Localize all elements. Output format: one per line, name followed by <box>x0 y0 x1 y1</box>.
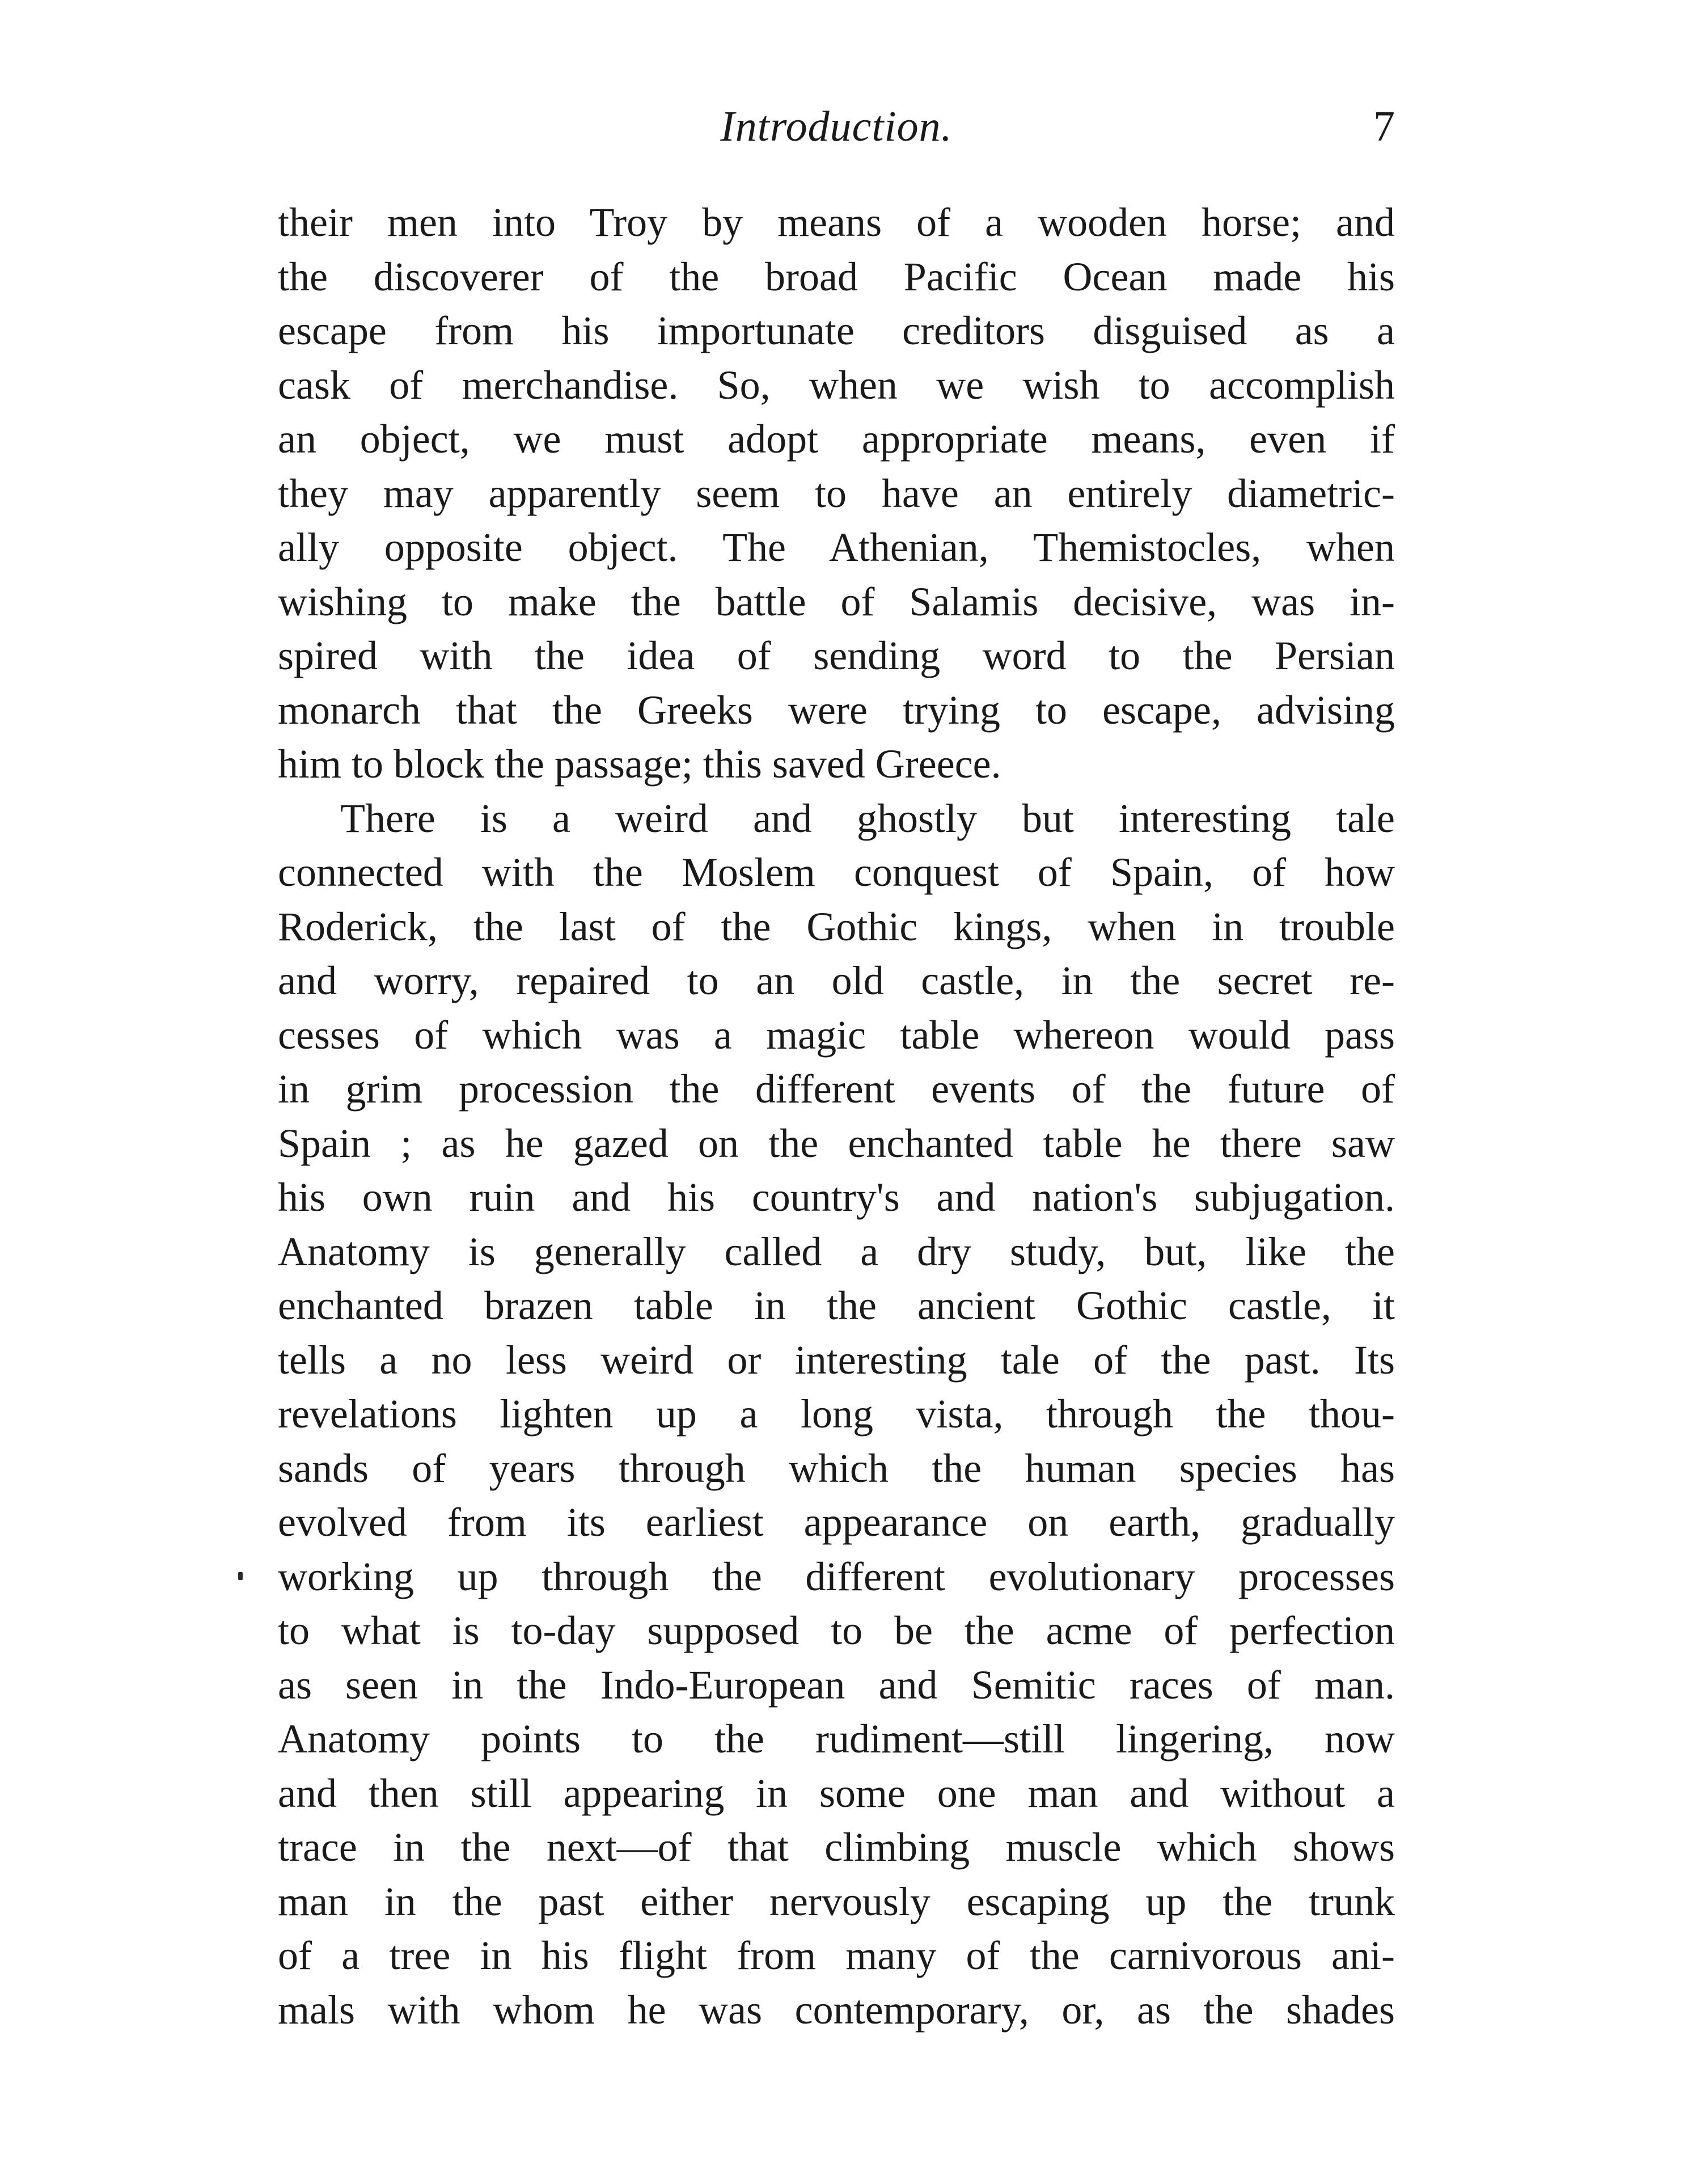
text-line: sands of years through which the human species has <box>278 1445 1395 1491</box>
text-line: his own ruin and his country's and nation's subjugation. <box>278 1175 1395 1220</box>
text-line: in grim procession the different events of the future of <box>278 1066 1395 1112</box>
text-line: connected with the Moslem conquest of Spain, of how <box>278 850 1395 895</box>
text-line: their men into Troy by means of a wooden horse; and <box>278 200 1395 245</box>
text-line: There is a weird and ghostly but interesting tale <box>340 795 1395 841</box>
text-line: tells a no less weird or interesting tale of the past. Its <box>278 1337 1395 1383</box>
text-line: to what is to-day supposed to be the acme of perfection <box>278 1608 1395 1653</box>
page-header <box>278 102 1395 164</box>
text-line: enchanted brazen table in the ancient Gothic castle, it <box>278 1283 1395 1328</box>
text-line: as seen in the Indo-European and Semitic races of man. <box>278 1662 1395 1708</box>
text-line: an object, we must adopt appropriate means, even if <box>278 416 1395 462</box>
paragraph-1 <box>278 196 1395 792</box>
text-line: him to block the passage; this saved Greece. <box>278 741 1001 787</box>
text-line: mals with whom he was contemporary, or, as the shades <box>278 1987 1395 2033</box>
text-line: revelations lighten up a long vista, through the thou- <box>278 1391 1395 1437</box>
text-line: of a tree in his flight from many of the carnivorous ani- <box>278 1933 1395 1978</box>
text-line: working up through the different evolutionary processes <box>278 1553 1395 1599</box>
text-line: cesses of which was a magic table whereon would pass <box>278 1012 1395 1058</box>
text-line: they may apparently seem to have an entirely diametric- <box>278 470 1395 516</box>
margin-speck <box>238 1572 243 1580</box>
paragraph-2 <box>278 792 1395 2038</box>
page-number: 7 <box>1373 103 1395 150</box>
text-line: trace in the next—of that climbing muscle which shows <box>278 1824 1395 1870</box>
text-line: the discoverer of the broad Pacific Ocean made his <box>278 254 1395 299</box>
text-line: Spain ; as he gazed on the enchanted table he there saw <box>278 1120 1395 1166</box>
text-line: man in the past either nervously escaping up the trunk <box>278 1878 1395 1924</box>
body-text <box>278 196 1395 2037</box>
text-line: spired with the idea of sending word to the Persian <box>278 633 1395 678</box>
running-title: Introduction. <box>720 103 953 150</box>
text-line: monarch that the Greeks were trying to escape, advising <box>278 687 1395 733</box>
text-line: Anatomy is generally called a dry study, but, like the <box>278 1228 1395 1274</box>
text-line: wishing to make the battle of Salamis decisive, was in- <box>278 578 1395 624</box>
text-line: and worry, repaired to an old castle, in the secret re- <box>278 958 1395 1003</box>
text-line: and then still appearing in some one man and without a <box>278 1770 1395 1816</box>
text-line: escape from his importunate creditors disguised as a <box>278 308 1395 353</box>
text-line: cask of merchandise. So, when we wish to accomplish <box>278 362 1395 408</box>
text-line: Roderick, the last of the Gothic kings, when in trouble <box>278 903 1395 949</box>
text-line: ally opposite object. The Athenian, Themistocles, when <box>278 525 1395 570</box>
text-line: evolved from its earliest appearance on earth, gradually <box>278 1499 1395 1545</box>
text-line: Anatomy points to the rudiment—still lingering, now <box>278 1716 1395 1761</box>
